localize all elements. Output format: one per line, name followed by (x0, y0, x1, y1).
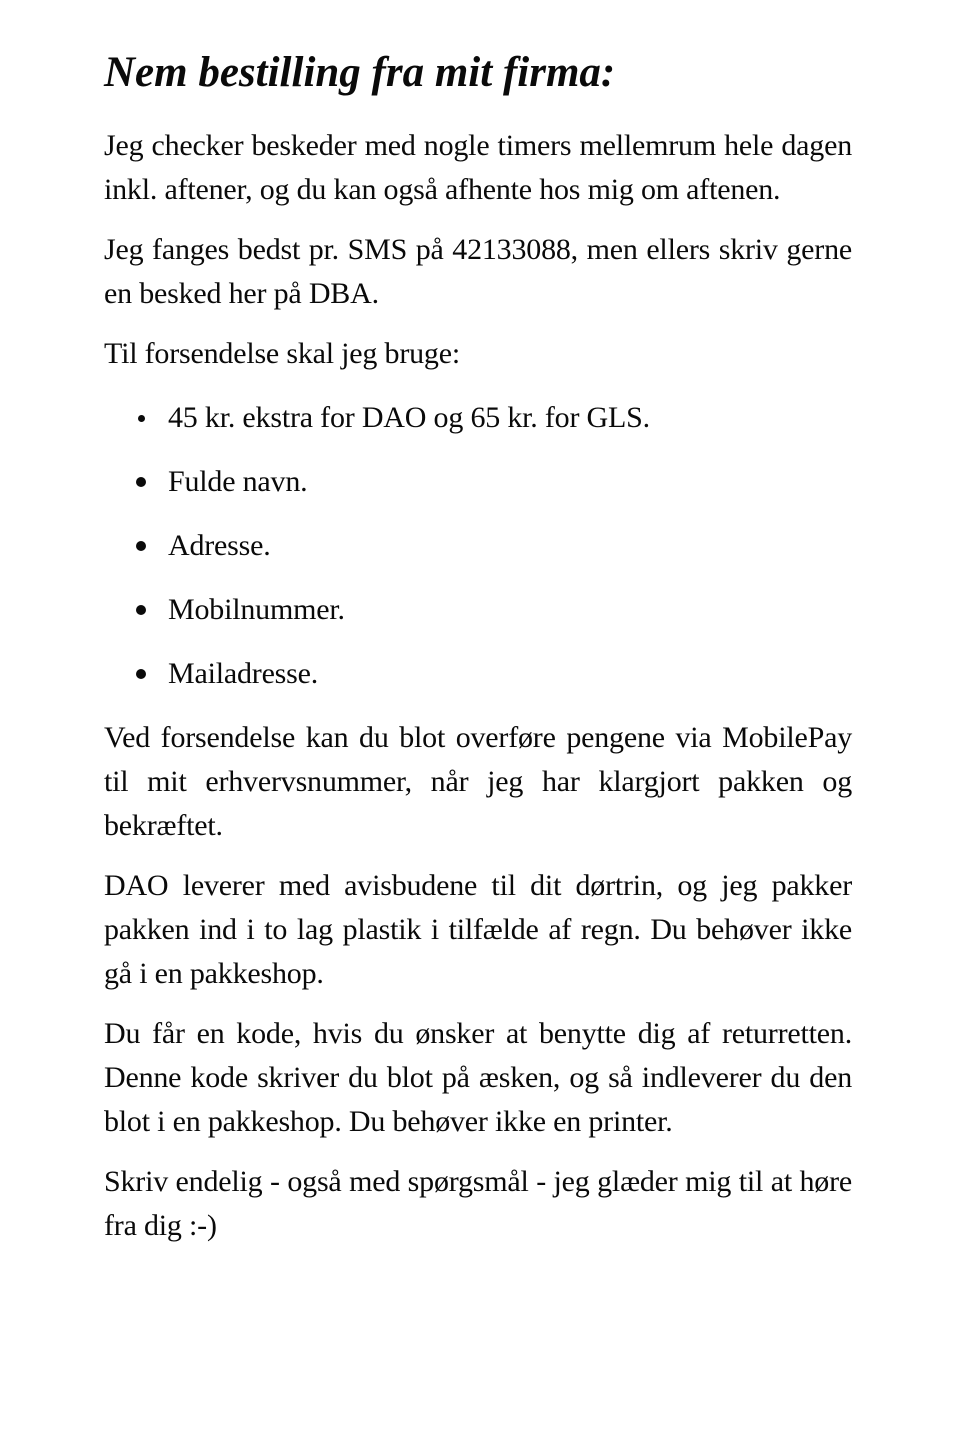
list-item (104, 524, 852, 568)
list-item-label: 45 kr. ekstra for DAO og 65 kr. for GLS. (168, 401, 650, 434)
bullet-icon (136, 477, 146, 487)
bullet-icon (136, 669, 146, 679)
bullet-icon (138, 415, 145, 422)
paragraph-shipping-intro: Til forsendelse skal jeg bruge: (104, 337, 460, 370)
paragraph-payment: Ved forsendelse kan du blot overføre pengene via MobilePay til mit erhvervsnummer, når jeg har klargjort pakken og bekræftet. (104, 721, 852, 842)
list-item-label: Mailadresse. (168, 657, 319, 690)
list-item-label: Fulde navn. (168, 465, 308, 498)
list-item-label: Adresse. (168, 529, 271, 562)
paragraph-contact: Jeg fanges bedst pr. SMS på 42133088, men ellers skriv gerne en besked her på DBA. (104, 233, 852, 310)
list-item (104, 652, 852, 696)
paragraph-availability: Jeg checker beskeder med nogle timers mellemrum hele dagen inkl. aftener, og du kan også afhente hos mig om aftenen. (104, 129, 852, 206)
paragraph-returns: Du får en kode, hvis du ønsker at benytte dig af returretten. Denne kode skriver du blot på æsken, og så indleverer du den blot i en pakkeshop. Du behøver ikke en printer. (104, 1017, 852, 1138)
list-item (104, 588, 852, 632)
bullet-icon (136, 541, 146, 551)
paragraph-delivery: DAO leverer med avisbudene til dit dørtrin, og jeg pakker pakken ind i to lag plastik i tilfælde af regn. Du behøver ikke gå i en pakkeshop. (104, 869, 852, 990)
shipping-requirements-list (104, 392, 852, 696)
paragraph-closing: Skriv endelig - også med spørgsmål - jeg glæder mig til at høre fra dig :-) (104, 1165, 852, 1242)
list-item (104, 396, 852, 440)
document-content (104, 46, 852, 1264)
page-title (104, 46, 852, 100)
bullet-icon (136, 605, 146, 615)
list-item (104, 460, 852, 504)
list-item-label: Mobilnummer. (168, 593, 345, 626)
page-title-text: Nem bestilling fra mit firma: (104, 49, 616, 96)
